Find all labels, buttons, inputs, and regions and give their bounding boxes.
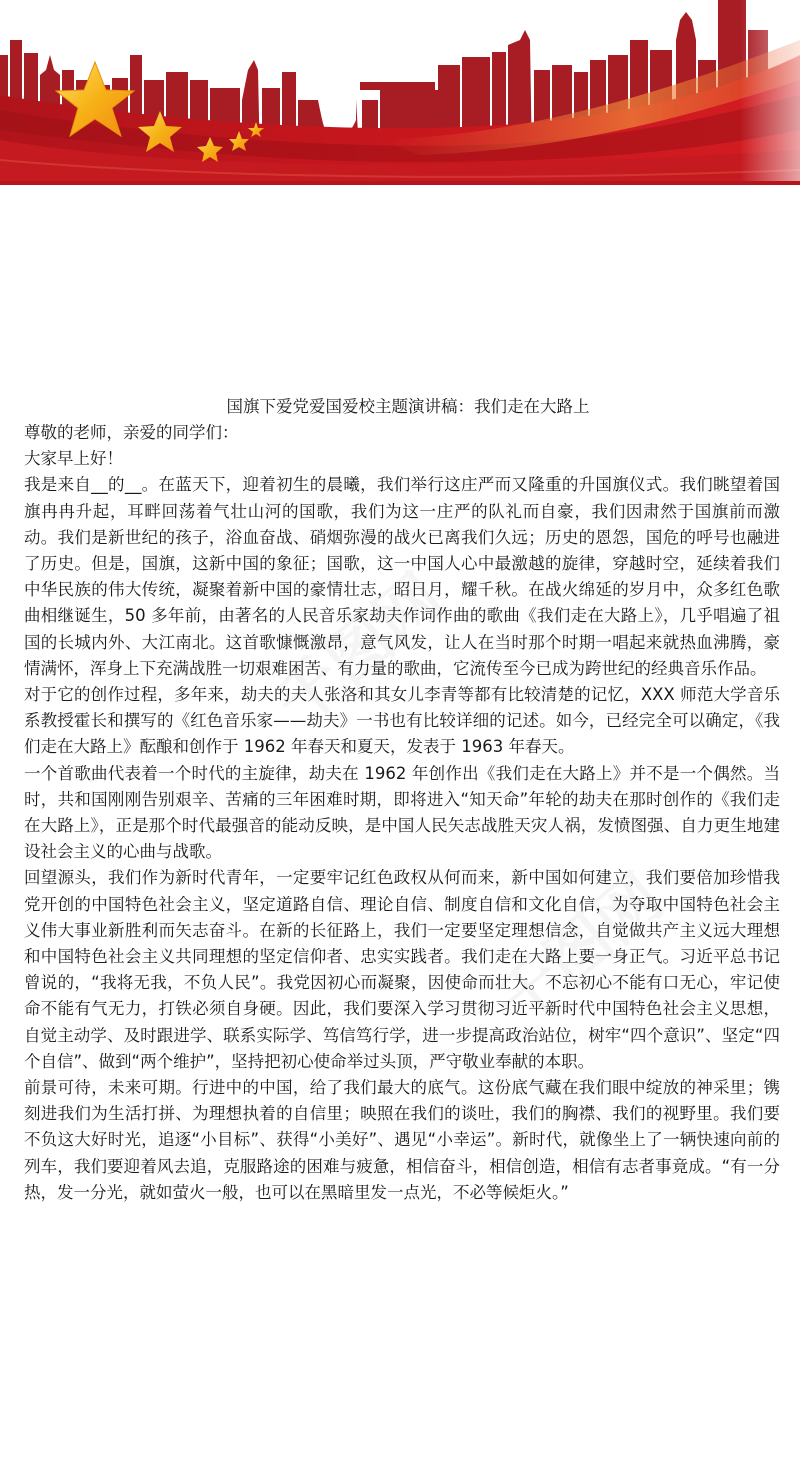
watermark: 千图网 [262, 560, 458, 741]
speech-document [24, 393, 780, 1206]
paragraph-era: 一个首歌曲代表着一个时代的主旋律，劫夫在 1962 年创作出《我们走在大路上》并不是一个偶然。当时，共和国刚刚告别艰辛、苦痛的三年困难时期，即将进入“知天命”年轮的劫夫在那时创作的《我们走在大路上》，正是那个时代最强音的能动反映，是中国人民矢志战胜天灾人祸，发愤图强、自力更生地建设社会主义的心曲与战歌。 [24, 763, 780, 862]
document-title: 国旗下爱党爱国爱校主题演讲稿：我们走在大路上 [226, 397, 590, 416]
city-skyline-flag-graphic [0, 0, 800, 185]
paragraph-history: 对于它的创作过程，多年来，劫夫的夫人张洛和其女儿李青等都有比较清楚的记忆，XXX 师范大学音乐系教授霍长和撰写的《红色音乐家——劫夫》一书也有比较详细的记述。如今，已经完全可以确定，《我们走在大路上》酝酿和创作于 1962 年春天和夏天，发表于 1963 年春天。 [24, 685, 780, 757]
paragraph-future: 前景可待，未来可期。行进中的中国，给了我们最大的底气。这份底气藏在我们眼中绽放的神采里；镌刻进我们为生活打拼、为理想执着的自信里；映照在我们的谈吐，我们的胸襟、我们的视野里。我们要不负这大好时光，追逐“小目标”、获得“小美好”、遇见“小幸运”。新时代，就像坐上了一辆快速向前的列车，我们要迎着风去追，克服路途的困难与疲惫，相信奋斗，相信创造，相信有志者事竟成。“有一分热，发一分光，就如萤火一般，也可以在黑暗里发一点光，不必等候炬火。” [24, 1078, 780, 1202]
paragraph-mission: 回望源头，我们作为新时代青年，一定要牢记红色政权从何而来，新中国如何建立，我们要倍加珍惜我党开创的中国特色社会主义，坚定道路自信、理论自信、制度自信和文化自信，为夺取中国特色社会主义伟大事业新胜利而矢志奋斗。在新的长征路上，我们一定要坚定理想信念，自觉做共产主义远大理想和中国特色社会主义共同理想的坚定信仰者、忠实实践者。我们走在大路上要一身正气。习近平总书记曾说的，“我将无我，不负人民”。我党因初心而凝聚，因使命而壮大。不忘初心不能有口无心，牢记使命不能有气无力，打铁必须自身硬。因此，我们要深入学习贯彻习近平新时代中国特色社会主义思想，自觉主动学、及时跟进学、联系实际学、笃信笃行学，进一步提高政治站位，树牢“四个意识”、坚定“四个自信”、做到“两个维护”，坚持把初心使命举过头顶，严守敬业奉献的本职。 [24, 868, 780, 1071]
watermark: 千图网 [482, 860, 678, 1041]
paragraph-intro: 我是来自__的__。在蓝天下，迎着初生的晨曦，我们举行这庄严而又隆重的升国旗仪式。我们眺望着国旗冉冉升起，耳畔回荡着气壮山河的国歌，我们为这一庄严的队礼而自豪，我们因肃然于国旗前而激动。我们是新世纪的孩子，浴血奋战、硝烟弥漫的战火已离我们久远；历史的恩怨，国危的呼号也融进了历史。但是，国旗，这新中国的象征；国歌，这一中国人心中最激越的旋律，穿越时空，延续着我们中华民族的伟大传统，凝聚着新中国的豪情壮志，昭日月，耀千秋。在战火绵延的岁月中，众多红色歌曲相继诞生，50 多年前，由著名的人民音乐家劫夫作词作曲的歌曲《我们走在大路上》，几乎唱遍了祖国的长城内外、大江南北。这首歌慷慨激昂，意气风发，让人在当时那个时期一唱起来就热血沸腾，豪情满怀，浑身上下充满战胜一切艰难困苦、有力量的歌曲，它流传至今已成为跨世纪的经典音乐作品。 [24, 475, 780, 678]
header-banner [0, 0, 800, 185]
greeting: 尊敬的老师，亲爱的同学们： [24, 423, 239, 442]
salutation: 大家早上好！ [24, 449, 123, 469]
